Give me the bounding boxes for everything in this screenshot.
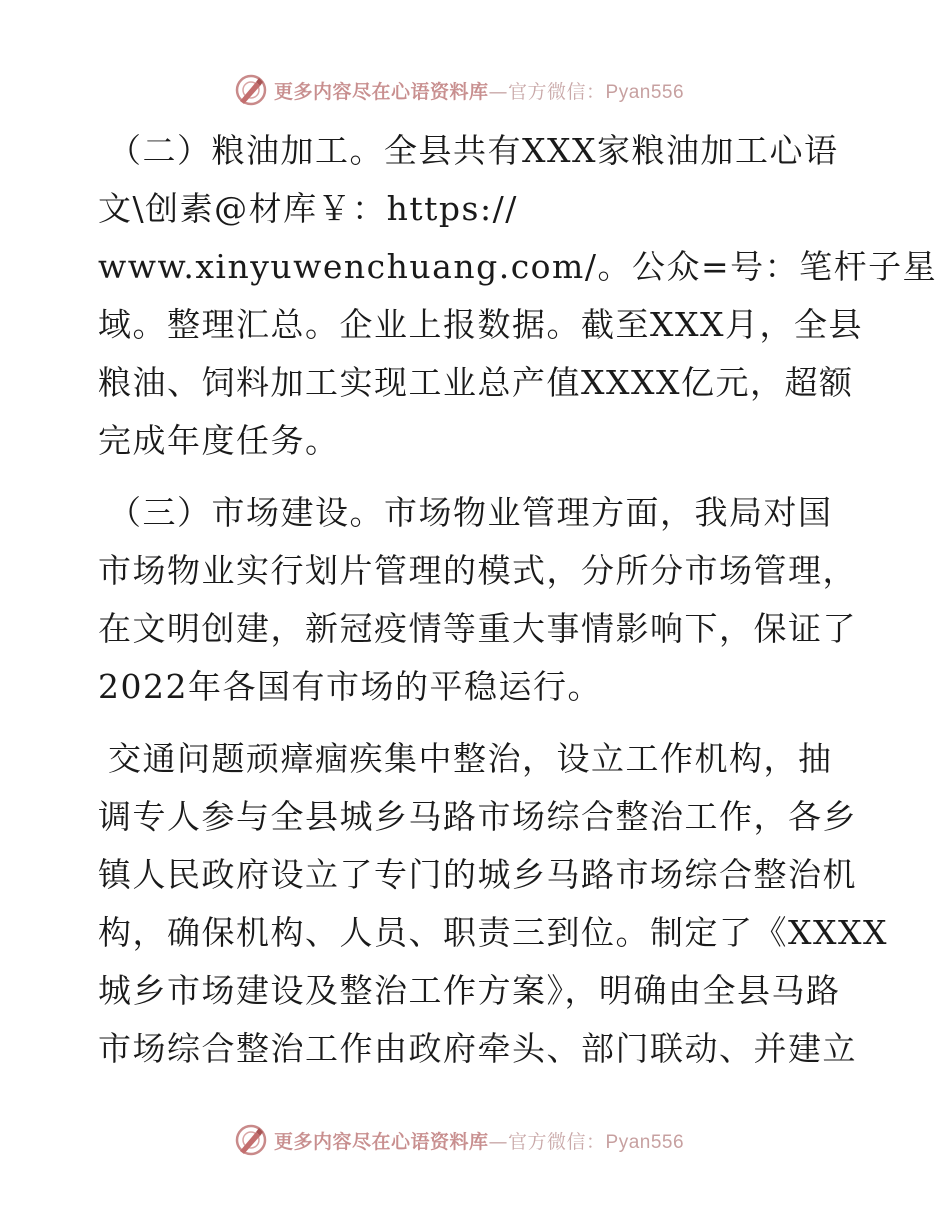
text-line: 在文明创建，新冠疫情等重大事情影响下，保证了: [98, 609, 857, 648]
watermark-wechat-id: Pyan556: [605, 81, 685, 103]
text-line: （三）市场建设。市场物业管理方面，我局对国: [108, 493, 833, 532]
header-watermark: [234, 72, 714, 108]
text-line: 粮油、饲料加工实现工业总产值XXXX亿元，超额: [98, 363, 854, 402]
footer-watermark: [234, 1122, 714, 1158]
text-line: 文\创素@材库￥：https://: [98, 189, 518, 228]
paragraph-grain-oil: [98, 122, 938, 470]
text-line: 调专人参与全县城乡马路市场综合整治工作，各乡: [98, 797, 857, 836]
text-line: 域。整理汇总。企业上报数据。截至XXX月，全县: [98, 305, 863, 344]
text-line: 市场物业实行划片管理的模式，分所分市场管理，: [98, 551, 857, 590]
text-line: 2022年各国有市场的平稳运行。: [98, 667, 602, 706]
text-line: 交通问题顽瘴痼疾集中整治，设立工作机构，抽: [108, 739, 833, 778]
paragraph-market-construction: [98, 484, 858, 716]
text-line: 完成年度任务。: [98, 421, 340, 460]
pen-logo-icon: [234, 1123, 268, 1157]
text-line: 城乡市场建设及整治工作方案》，明确由全县马路: [98, 971, 841, 1010]
text-line: www.xinyuwenchuang.com/。公众=号：笔杆子星: [98, 247, 938, 286]
document-body: [98, 122, 938, 1078]
paragraph-traffic-rectification: [98, 730, 888, 1078]
text-line: 镇人民政府设立了专门的城乡马路市场综合整治机: [98, 855, 857, 894]
watermark-wechat-label: —官方微信：: [488, 1130, 606, 1153]
watermark-title: 更多内容尽在心语资料库: [274, 1130, 489, 1153]
text-line: （二）粮油加工。全县共有XXX家粮油加工心语: [108, 131, 839, 170]
watermark-wechat-label: —官方微信：: [488, 80, 606, 103]
pen-logo-icon: [234, 73, 268, 107]
text-line: 市场综合整治工作由政府牵头、部门联动、并建立: [98, 1029, 857, 1068]
watermark-wechat-id: Pyan556: [605, 1131, 685, 1153]
text-line: 构，确保机构、人员、职责三到位。制定了《XXXX: [98, 913, 888, 952]
watermark-title: 更多内容尽在心语资料库: [274, 80, 489, 103]
